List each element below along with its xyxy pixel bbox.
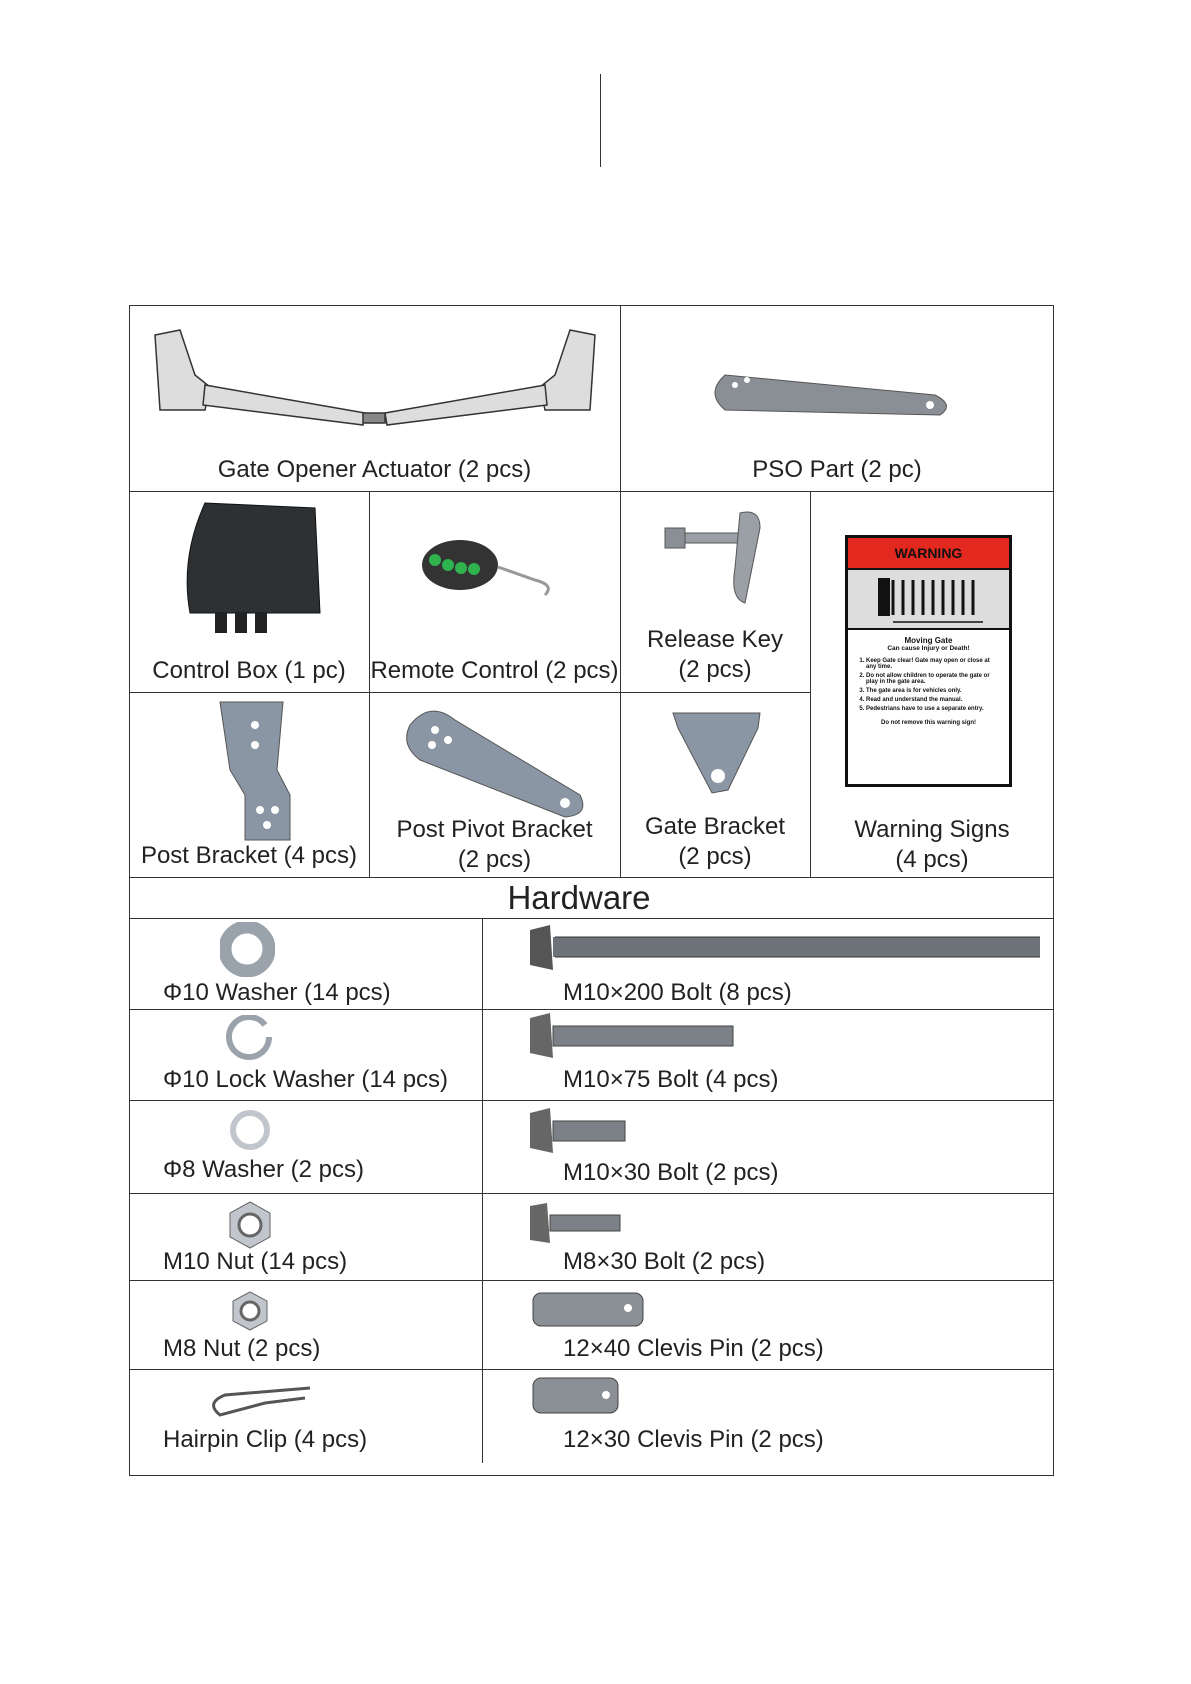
hardware-title: Hardware bbox=[507, 879, 651, 916]
nut-8-image bbox=[229, 1290, 271, 1332]
col-divider bbox=[482, 918, 483, 1463]
hardware-item: Hairpin Clip (4 pcs) bbox=[163, 1426, 368, 1453]
actuator-image bbox=[135, 325, 615, 435]
hardware-item: Φ8 Washer (2 pcs) bbox=[163, 1156, 364, 1183]
col-divider bbox=[620, 305, 621, 877]
gate-pictogram bbox=[848, 570, 1009, 630]
gate-bracket-label bbox=[620, 812, 810, 872]
row-divider bbox=[129, 1100, 1054, 1101]
warning-subtitle: Can cause Injury or Death! bbox=[887, 645, 970, 652]
bolt-m10x75-image bbox=[525, 1013, 735, 1058]
washer-8-image bbox=[228, 1108, 273, 1153]
remote-control-image bbox=[420, 535, 565, 605]
hardware-item: M10×200 Bolt (8 pcs) bbox=[563, 979, 792, 1006]
row-divider bbox=[129, 1009, 1054, 1010]
hardware-item: M8×30 Bolt (2 pcs) bbox=[563, 1248, 766, 1275]
release-key-name: Release Key bbox=[646, 626, 784, 653]
actuator-label: Gate Opener Actuator (2 pcs) bbox=[217, 456, 532, 483]
gate-bracket-qty: (2 pcs) bbox=[678, 843, 752, 870]
header-divider bbox=[600, 74, 601, 167]
bolt-m10x30-image bbox=[525, 1108, 630, 1153]
hardware-item: Φ10 Washer (14 pcs) bbox=[163, 979, 391, 1006]
post-pivot-bracket-qty: (2 pcs) bbox=[457, 846, 532, 873]
nut-10-image bbox=[225, 1200, 275, 1250]
warning-signs-label bbox=[810, 815, 1054, 875]
row-divider bbox=[129, 877, 1054, 878]
hardware-item: 12×30 Clevis Pin (2 pcs) bbox=[563, 1426, 824, 1453]
control-box-image bbox=[180, 498, 330, 643]
row-divider bbox=[129, 1280, 1054, 1281]
post-pivot-bracket-name: Post Pivot Bracket bbox=[396, 816, 593, 843]
post-pivot-bracket-image bbox=[400, 705, 590, 820]
hardware-item: M10×75 Bolt (4 pcs) bbox=[563, 1066, 779, 1093]
warning-footer: Do not remove this warning sign! bbox=[880, 720, 976, 726]
gate-bracket-name: Gate Bracket bbox=[644, 813, 786, 840]
row-divider bbox=[129, 918, 1054, 919]
washer-10-image bbox=[220, 922, 275, 977]
warning-item: 4. Read and understand the manual. bbox=[866, 697, 1001, 703]
clevis-pin-12x30-image bbox=[528, 1375, 623, 1417]
bolt-m10x200-image bbox=[525, 925, 1045, 970]
hardware-item: 12×40 Clevis Pin (2 pcs) bbox=[563, 1335, 824, 1362]
warning-sign-header: WARNING bbox=[848, 538, 1009, 570]
hardware-item: Φ10 Lock Washer (14 pcs) bbox=[163, 1066, 449, 1093]
warning-item: 3. The gate area is for vehicles only. bbox=[866, 688, 1001, 694]
row-divider bbox=[129, 491, 1054, 492]
hardware-item: M10 Nut (14 pcs) bbox=[163, 1248, 348, 1275]
row-divider bbox=[129, 1193, 1054, 1194]
warning-item: 1. Keep Gate clear! Gate may open or close at any time. bbox=[866, 658, 1001, 670]
clevis-pin-12x40-image bbox=[528, 1290, 648, 1330]
control-box-label: Control Box (1 pc) bbox=[152, 657, 346, 684]
release-key-label bbox=[620, 625, 810, 685]
release-key-qty: (2 pcs) bbox=[678, 656, 752, 683]
lock-washer-image bbox=[225, 1015, 275, 1065]
remote-control-label: Remote Control (2 pcs) bbox=[370, 657, 619, 684]
pso-part-label: PSO Part (2 pc) bbox=[752, 456, 922, 483]
warning-item: 2. Do not allow children to operate the gate or play in the gate area. bbox=[866, 673, 1001, 685]
pso-part-image bbox=[705, 365, 965, 420]
row-divider bbox=[129, 692, 810, 693]
warning-signs-name: Warning Signs bbox=[854, 816, 1010, 843]
warning-title: Moving Gate bbox=[904, 636, 953, 645]
hardware-item: M10×30 Bolt (2 pcs) bbox=[563, 1159, 779, 1186]
warning-item: 5. Pedestrians have to use a separate entry. bbox=[866, 706, 1001, 712]
gate-bracket-image bbox=[670, 708, 765, 798]
post-bracket-label: Post Bracket (4 pcs) bbox=[140, 842, 358, 869]
warning-signs-qty: (4 pcs) bbox=[895, 846, 969, 873]
release-key-image bbox=[660, 508, 775, 608]
warning-sign-image bbox=[845, 535, 1012, 787]
post-bracket-image bbox=[215, 700, 295, 845]
hairpin-clip-image bbox=[205, 1383, 315, 1423]
hardware-item: M8 Nut (2 pcs) bbox=[163, 1335, 321, 1362]
bolt-m8x30-image bbox=[525, 1203, 625, 1243]
row-divider bbox=[129, 1369, 1054, 1370]
post-pivot-bracket-label bbox=[369, 815, 620, 875]
